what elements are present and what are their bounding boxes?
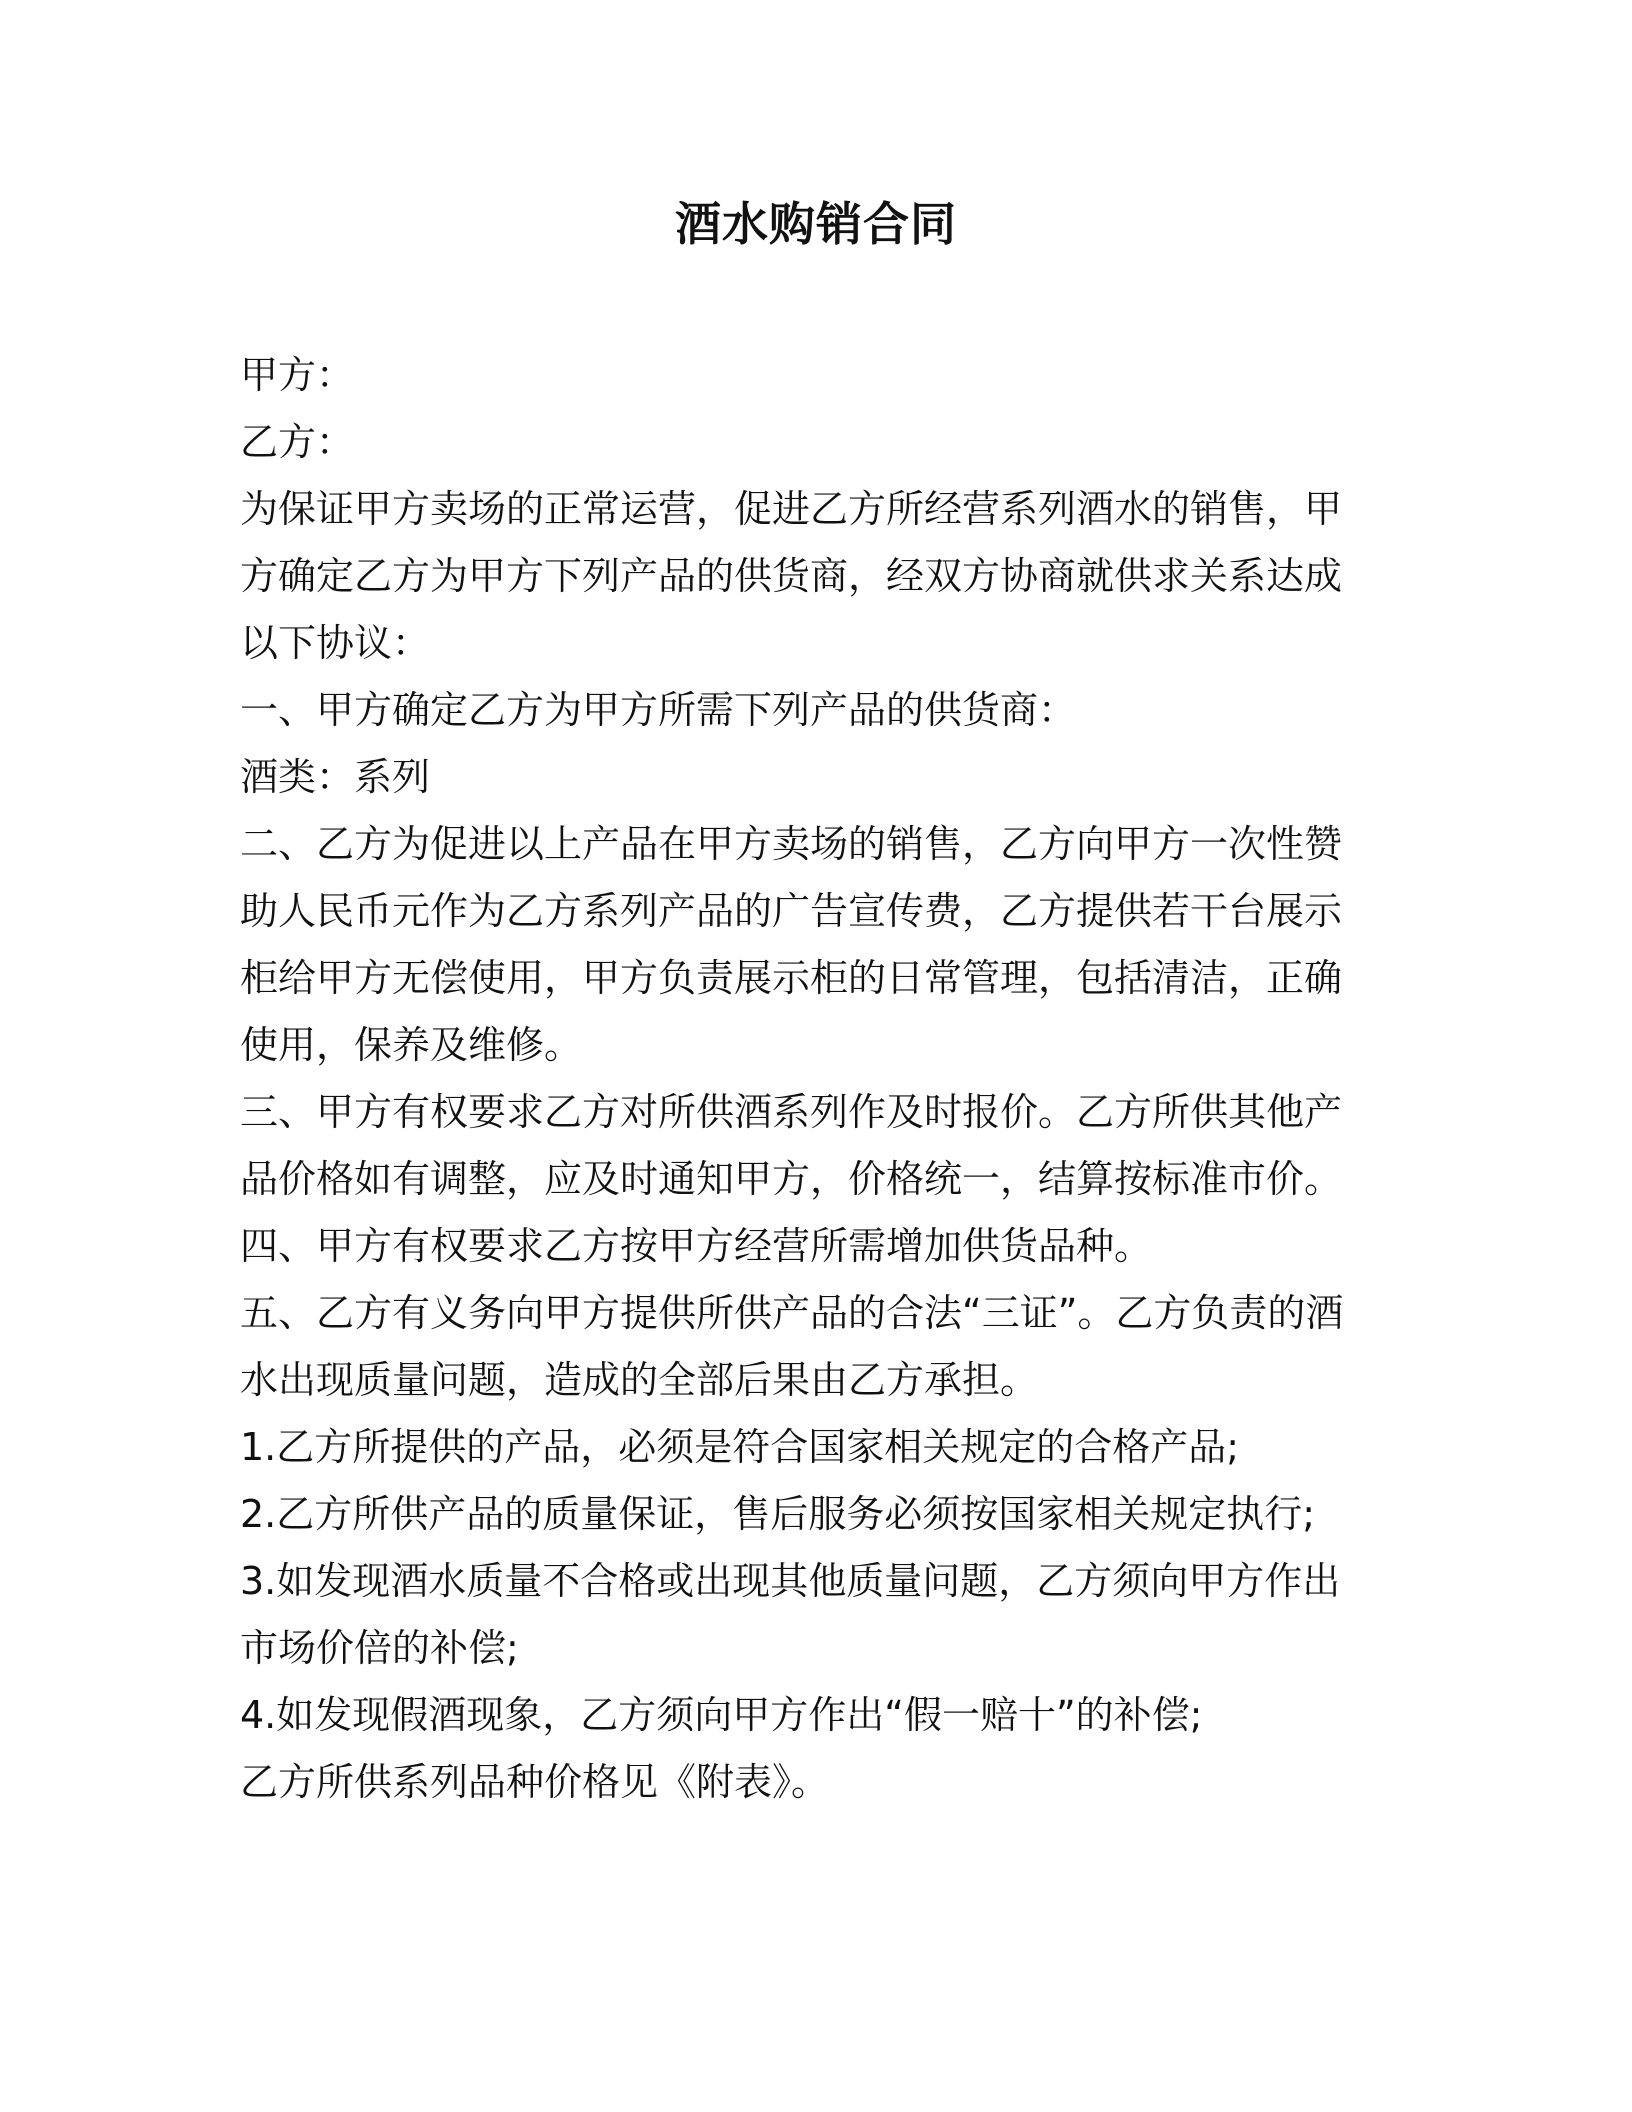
price-list-reference: 乙方所供系列品种价格见《附表》。 [240,1760,830,1804]
clause-3: 三、甲方有权要求乙方对所供酒系列作及时报价。乙方所供其他产品价格如有调整，应及时通知甲方，价格统一，结算按标准市价。 [240,1090,1343,1201]
clause-5-item-3: 3.如发现酒水质量不合格或出现其他质量问题，乙方须向甲方作出市场价倍的补偿; [240,1559,1341,1670]
clause-5: 五、乙方有义务向甲方提供所供产品的合法“三证”。乙方负责的酒水出现质量问题，造成的全部后果由乙方承担。 [240,1291,1344,1402]
document-body [240,342,1360,1816]
clause-1-product: 酒类：系列 [240,755,431,799]
party-a-line: 甲方： [240,353,355,397]
document-title: 酒水购销合同 [675,197,957,251]
clause-5-item-2: 2.乙方所供产品的质量保证，售后服务必须按国家相关规定执行; [240,1492,1316,1536]
clause-4: 四、甲方有权要求乙方按甲方经营所需增加供货品种。 [240,1224,1153,1268]
clause-2: 二、乙方为促进以上产品在甲方卖场的销售，乙方向甲方一次性赞助人民币元作为乙方系列产品的广告宣传费，乙方提供若干台展示柜给甲方无偿使用，甲方负责展示柜的日常管理，包括清洁，正确使用，保养及维修。 [240,822,1343,1067]
clause-1: 一、甲方确定乙方为甲方所需下列产品的供货商： [240,688,1077,732]
clause-5-item-4: 4.如发现假酒现象，乙方须向甲方作出“假一赔十”的补偿; [240,1693,1203,1737]
party-b-line: 乙方： [240,420,355,464]
clause-5-item-1: 1.乙方所提供的产品，必须是符合国家相关规定的合格产品; [240,1425,1240,1469]
preamble-paragraph: 为保证甲方卖场的正常运营，促进乙方所经营系列酒水的销售，甲方确定乙方为甲方下列产品的供货商，经双方协商就供求关系达成以下协议： [240,487,1343,665]
